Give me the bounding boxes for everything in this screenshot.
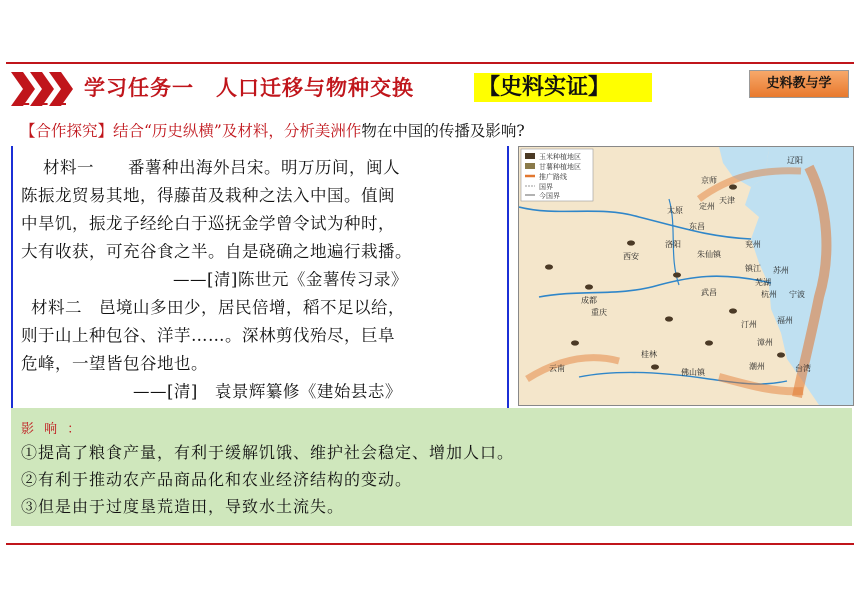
material-1-line: 中旱饥，振龙子经纶白于巡抚金学曾令试为种时， bbox=[21, 214, 395, 233]
map-place-label: 云南 bbox=[549, 364, 565, 373]
evidence-badge: 【史料实证】 bbox=[474, 73, 652, 102]
material-1-line: 陈振龙贸易其地，得藤苗及栽种之法入中国。值闽 bbox=[21, 186, 395, 205]
legend-label: 今国界 bbox=[539, 192, 560, 200]
map-crop-marker bbox=[545, 264, 553, 269]
map-crop-marker bbox=[777, 352, 785, 357]
impact-item: ①提高了粮食产量，有利于缓解饥饿、维护社会稳定、增加人口。 bbox=[21, 443, 515, 462]
material-2-line: 危峰，一望皆包谷地也。 bbox=[21, 354, 208, 373]
impact-item: ②有利于推动农产品商品化和农业经济结构的变动。 bbox=[21, 470, 413, 489]
map-place-label: 桂林 bbox=[641, 350, 657, 359]
map-place-label: 兖州 bbox=[745, 240, 761, 249]
question-lead: 【合作探究】结合“历史纵横”及材料，分析美洲作 bbox=[20, 122, 362, 140]
material-1-line: 大有收获，可充谷食之半。自是硗确之地遍行栽播。 bbox=[21, 242, 412, 261]
map-crop-marker bbox=[705, 340, 713, 345]
map-crop-marker bbox=[673, 272, 681, 277]
map-place-label: 汀州 bbox=[741, 320, 757, 329]
map-place-label: 洛阳 bbox=[665, 240, 681, 249]
legend-label: 国界 bbox=[539, 183, 553, 191]
map-place-label: 西安 bbox=[623, 252, 639, 261]
course-tag: 史料教与学 bbox=[749, 70, 849, 98]
map-place-label: 佛山镇 bbox=[681, 368, 705, 377]
question-rest: 物在中国的传播及影响? bbox=[361, 122, 525, 140]
impact-label: 影 响 ： bbox=[21, 422, 84, 437]
map-place-label: 福州 bbox=[777, 316, 793, 325]
map-crop-marker bbox=[571, 340, 579, 345]
map-crop-marker bbox=[585, 284, 593, 289]
map-place-label: 辽阳 bbox=[787, 156, 803, 165]
task-topic: 人口迁移与物种交换 bbox=[216, 75, 414, 100]
material-2-line: 则于山上种包谷、洋芋……。深林剪伐殆尽，巨阜 bbox=[21, 326, 395, 345]
map-place-label: 朱仙镇 bbox=[697, 250, 721, 259]
map-place-label: 潮州 bbox=[749, 362, 765, 371]
map-place-label: 台湾 bbox=[795, 364, 811, 373]
top-divider bbox=[6, 62, 854, 64]
material-2-line: 材料二 邑境山多田少，居民倍增，稻不足以给， bbox=[31, 298, 405, 317]
map-place-label: 杭州 bbox=[761, 290, 777, 299]
impact-item: ③但是由于过度垦荒造田，导致水土流失。 bbox=[21, 497, 345, 516]
legend-label: 玉米种植地区 bbox=[539, 153, 581, 161]
page-title bbox=[84, 72, 414, 102]
legend-swatch bbox=[525, 153, 535, 159]
inquiry-question bbox=[20, 119, 525, 141]
material-2-source: ——[清] 袁景辉纂修《建始县志》 bbox=[133, 382, 402, 401]
map-place-label: 成都 bbox=[581, 296, 597, 305]
map-place-label: 重庆 bbox=[591, 308, 607, 317]
map-crop-marker bbox=[627, 240, 635, 245]
map-crop-marker bbox=[729, 184, 737, 189]
material-1-line: 材料一 番薯种出海外吕宋。明万历间，闽人 bbox=[43, 158, 400, 177]
map-place-label: 苏州 bbox=[773, 266, 789, 275]
map-place-label: 镇江 bbox=[745, 264, 761, 273]
impact-summary-panel bbox=[11, 408, 852, 526]
crop-spread-map bbox=[518, 146, 854, 406]
legend-label: 甘薯种植地区 bbox=[539, 163, 581, 171]
map-place-label: 武昌 bbox=[701, 288, 717, 297]
map-crop-marker bbox=[651, 364, 659, 369]
map-crop-marker bbox=[665, 316, 673, 321]
task-number: 学习任务一 bbox=[84, 75, 194, 100]
material-1-source: ——[清]陈世元《金薯传习录》 bbox=[173, 270, 408, 289]
map-place-label: 天津 bbox=[719, 196, 735, 205]
map-place-label: 芜湖 bbox=[755, 278, 771, 287]
source-material-panel bbox=[11, 146, 509, 408]
map-place-label: 太原 bbox=[667, 206, 683, 215]
chevron-underline bbox=[14, 103, 66, 105]
legend-label: 推广路线 bbox=[539, 173, 567, 181]
bottom-divider bbox=[6, 543, 854, 545]
map-crop-marker bbox=[729, 308, 737, 313]
map-place-label: 京师 bbox=[701, 176, 717, 185]
map-place-label: 漳州 bbox=[757, 338, 773, 347]
legend-swatch bbox=[525, 163, 535, 169]
map-place-label: 宁波 bbox=[789, 290, 805, 299]
map-place-label: 东昌 bbox=[689, 222, 705, 231]
map-place-label: 定州 bbox=[699, 202, 715, 211]
